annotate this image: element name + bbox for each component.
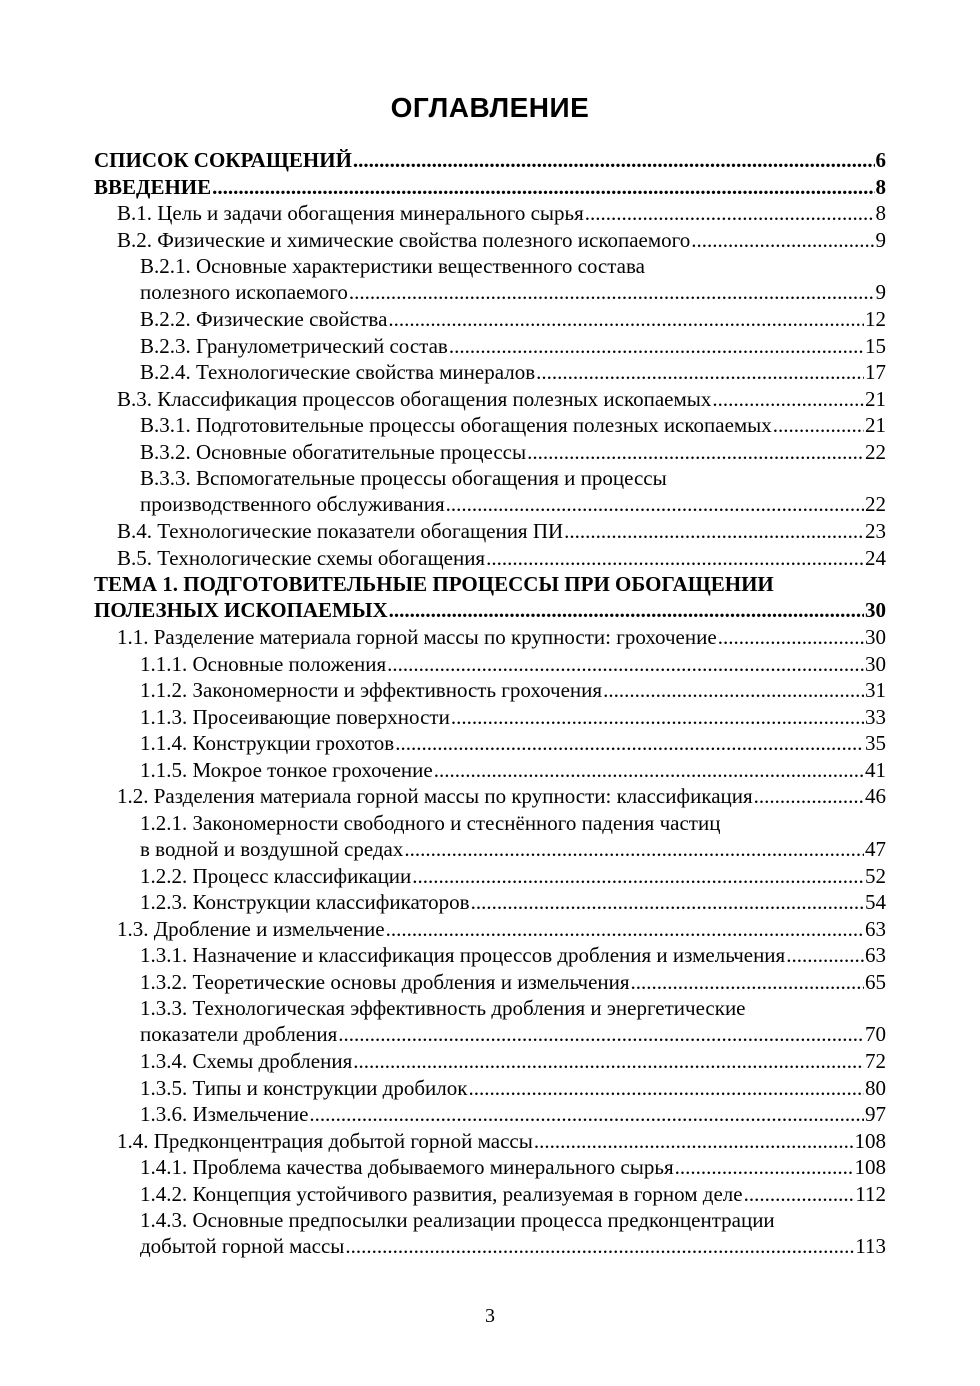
toc-entry-title: В.4. Технологические показатели обогащения ПИ [117,519,564,543]
toc-entry-page: 63 [865,916,886,941]
toc-entry-title: В.2.3. Гранулометрический состав [140,333,448,358]
leader-dots [603,677,864,703]
page-number: 3 [485,1305,495,1327]
leader-dots [353,147,875,173]
toc-entry-page: 30 [865,651,886,676]
toc-entry-page: 72 [865,1049,886,1073]
toc-entry-title: В.3.2. Основные обогатительные процессы [140,439,527,464]
leader-dots [536,359,864,385]
toc-entry-title: 1.1.2. Закономерности и эффективность грохочения [140,678,603,702]
leader-dots [309,1101,864,1127]
toc-entry[interactable] [140,412,886,438]
toc-entry-title: В.3.1. Подготовительные процессы обогащения полезных ископаемых [140,413,772,437]
toc-entry[interactable] [117,916,886,942]
leader-dots [527,439,864,465]
toc-entry[interactable] [140,995,886,1047]
toc-entry-title: 1.2.3. Конструкции классификаторов [140,890,470,914]
toc-entry[interactable] [117,518,886,544]
leader-dots [404,836,864,862]
toc-entry-page: 31 [865,678,886,702]
toc-entry[interactable] [140,651,886,677]
toc-entry-title: показатели дробления [140,1022,338,1046]
toc-entry-page: 47 [865,836,886,861]
toc-entry[interactable] [140,863,886,889]
leader-dots [754,783,864,809]
toc-entry-page: 63 [865,943,886,967]
toc-entry-title: производственного обслуживания [140,492,445,516]
toc-entry[interactable] [140,757,886,783]
toc-entry-page: 30 [865,625,886,649]
toc-entry-title: В.2.2. Физические свойства [140,307,388,331]
toc-entry-title: 1.2.2. Процесс классификации [140,863,412,888]
toc-entry-page: 22 [865,492,886,516]
toc-entry-title: В.5. Технологические схемы обогащения [117,545,486,570]
toc-entry-page: 17 [865,360,886,384]
leader-dots [345,1233,854,1259]
toc-entry-page: 21 [865,386,886,411]
leader-dots [773,412,864,438]
toc-entry-title: 1.1.5. Мокрое тонкое грохочение [140,757,433,782]
toc-entry-title: добытой горной массы [140,1234,345,1258]
toc-entry[interactable] [140,1048,886,1074]
toc-entry-title: ПОЛЕЗНЫХ ИСКОПАЕМЫХ [94,598,388,622]
toc-entry[interactable] [140,810,886,862]
toc-entry-title: В.3. Классификация процессов обогащения полезных ископаемых [117,386,712,411]
toc-entry[interactable] [140,942,886,968]
toc-entry-title-line1: В.2.1. Основные характеристики вещественного состава [140,254,645,278]
leader-dots [486,545,864,571]
leader-dots [338,1021,864,1047]
toc-entry-title: СПИСОК СОКРАЩЕНИЙ [94,148,352,172]
toc-entry-page: 108 [854,1155,886,1179]
toc-entry-title: 1.4.2. Концепция устойчивого развития, реализуемая в горном деле [140,1181,743,1206]
toc-entry[interactable] [117,624,886,650]
toc-entry-page: 112 [855,1181,886,1206]
toc-entry[interactable] [140,359,886,385]
toc-entry[interactable] [140,1075,886,1101]
toc-entry[interactable] [140,253,886,305]
toc-entry-title: 1.3.2. Теоретические основы дробления и измельчения [140,969,630,994]
toc-entry-page: 113 [855,1234,886,1258]
leader-dots [353,1048,864,1074]
toc-entry-page: 97 [865,1102,886,1126]
toc-entry-page: 52 [865,863,886,888]
toc-entry-page: 108 [854,1128,886,1153]
toc-entry[interactable] [140,677,886,703]
toc-entry[interactable] [94,571,886,623]
toc-entry-title: 1.3.6. Измельчение [140,1102,309,1126]
toc-entry-title-line1: 1.3.3. Технологическая эффективность дробления и энергетические [140,996,746,1020]
toc-entry[interactable] [140,704,886,730]
toc-entry[interactable] [117,783,886,809]
toc-entry-page: 9 [875,280,886,304]
toc-entry[interactable] [140,1101,886,1127]
toc-entry-title: 1.1. Разделение материала горной массы по крупности: грохочение [117,625,717,649]
toc-entry-title: 1.3.1. Назначение и классификация процессов дробления и измельчения [140,943,786,967]
leader-dots [349,279,875,305]
leader-dots [585,200,875,226]
leader-dots [631,969,864,995]
toc-entry-title: 1.3. Дробление и измельчение [117,916,385,941]
toc-entry-title: 1.1.4. Конструкции грохотов [140,731,395,755]
leader-dots [564,518,864,544]
toc-entry-page: 12 [865,307,886,331]
toc-entry[interactable] [140,465,886,517]
toc-entry-title-line1: 1.2.1. Закономерности свободного и стеснённого падения частиц [140,810,721,835]
leader-dots [786,942,864,968]
toc-entry-page: 8 [875,174,886,199]
toc-entry[interactable] [140,969,886,995]
toc-entry-title: В.2. Физические и химические свойства полезного ископаемого [117,227,691,252]
page-title: ОГЛАВЛЕНИЕ [390,92,590,123]
leader-dots [389,597,864,623]
toc-entry[interactable] [117,200,886,226]
toc-entry-page: 22 [865,439,886,464]
leader-dots [387,651,864,677]
toc-entry-title: 1.3.4. Схемы дробления [140,1049,353,1073]
toc-entry[interactable] [140,333,886,359]
leader-dots [446,491,864,517]
toc-entry-title: 1.4.1. Проблема качества добываемого минерального сырья [140,1155,674,1179]
toc-entry-title: В.1. Цель и задачи обогащения минерального сырья [117,201,584,225]
toc-entry-page: 24 [865,545,886,570]
toc-entry-title: полезного ископаемого [140,280,348,304]
toc-entry-page: 41 [865,757,886,782]
toc-entry[interactable] [117,386,886,412]
toc-entry[interactable] [117,545,886,571]
toc-entry-page: 8 [875,201,886,225]
toc-entry-title: ВВЕДЕНИЕ [94,174,212,199]
leader-dots [471,889,864,915]
toc-entry[interactable] [94,174,886,200]
leader-dots [395,730,864,756]
leader-dots [212,174,874,200]
leader-dots [412,863,864,889]
toc-entry-title-line1: 1.4.3. Основные предпосылки реализации процесса предконцентрации [140,1208,775,1232]
toc-entry-page: 23 [865,519,886,543]
toc-entry[interactable] [140,730,886,756]
toc-entry-page: 9 [875,227,886,252]
leader-dots [449,333,864,359]
leader-dots [434,757,864,783]
toc-entry-title-line1: ТЕМА 1. ПОДГОТОВИТЕЛЬНЫЕ ПРОЦЕССЫ ПРИ ОБОГАЩЕНИИ [94,572,774,596]
toc-entry-page: 70 [865,1022,886,1046]
toc-entry[interactable] [117,227,886,253]
toc-entry[interactable] [140,1207,886,1259]
toc-entry[interactable] [140,889,886,915]
toc-entry-title: 1.4. Предконцентрация добытой горной массы [117,1128,533,1153]
toc-entry-page: 54 [865,890,886,914]
toc-entry[interactable] [140,1154,886,1180]
toc-entry-title-line1: В.3.3. Вспомогательные процессы обогащения и процессы [140,466,667,490]
toc-entry[interactable] [117,1128,886,1154]
leader-dots [386,916,864,942]
toc-entry-page: 15 [865,333,886,358]
toc-entry-page: 30 [865,598,886,622]
toc-entry[interactable] [94,147,886,173]
toc-entry[interactable] [140,439,886,465]
leader-dots [712,386,864,412]
toc-entry-title: 1.1.1. Основные положения [140,651,387,676]
toc-entry-page: 35 [865,731,886,755]
leader-dots [468,1075,864,1101]
leader-dots [451,704,864,730]
toc-entry-page: 65 [865,969,886,994]
toc-entry-page: 33 [865,704,886,729]
toc-entry[interactable] [140,1181,886,1207]
leader-dots [534,1128,854,1154]
toc-entry-title: в водной и воздушной средах [140,836,404,861]
toc-entry-title: 1.1.3. Просеивающие поверхности [140,704,450,729]
leader-dots [388,306,864,332]
leader-dots [691,227,874,253]
toc-entry-title: 1.2. Разделения материала горной массы по крупности: классификация [117,784,753,808]
leader-dots [744,1181,855,1207]
toc-entry-page: 46 [865,784,886,808]
toc-entry-title: В.2.4. Технологические свойства минералов [140,360,536,384]
leader-dots [718,624,864,650]
leader-dots [675,1154,854,1180]
toc-entry-title: 1.3.5. Типы и конструкции дробилок [140,1075,468,1100]
toc-entry[interactable] [140,306,886,332]
toc-entry-page: 21 [865,413,886,437]
toc-entry-page: 6 [875,148,886,172]
toc-entry-page: 80 [865,1075,886,1100]
